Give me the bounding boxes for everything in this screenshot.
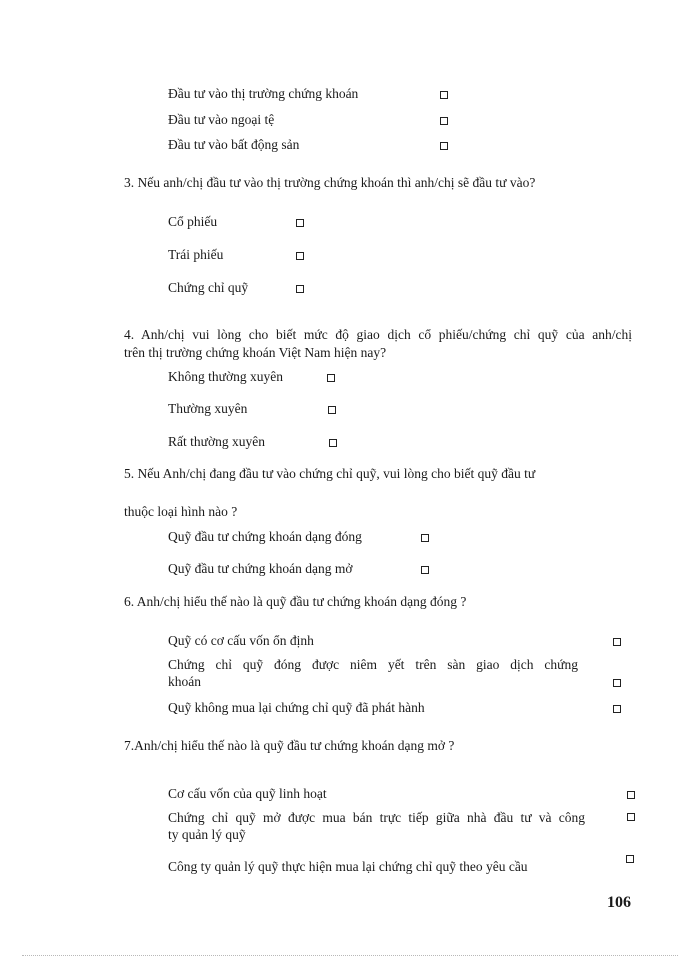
- q7-checkbox-flexible-capital[interactable]: [627, 791, 635, 799]
- q2-checkbox-realestate[interactable]: [440, 142, 448, 150]
- q7-checkbox-buyback-on-request[interactable]: [626, 855, 634, 863]
- q2-checkbox-currency[interactable]: [440, 117, 448, 125]
- q7-question: 7.Anh/chị hiểu thế nào là quỹ đầu tư chứng khoán dạng mở ?: [124, 738, 455, 753]
- q4-option-frequent: Thường xuyên: [168, 401, 248, 416]
- q4-question-line2: trên thị trường chứng khoán Việt Nam hiện nay?: [124, 345, 387, 360]
- q4-option-very-frequent: Rất thường xuyên: [168, 434, 265, 449]
- q6-checkbox-no-buyback[interactable]: [613, 705, 621, 713]
- q2-option-realestate: Đầu tư vào bất động sản: [168, 137, 300, 152]
- q5-question-line2: thuộc loại hình nào ?: [124, 504, 238, 519]
- q7-option-direct-trade-line1: Chứng chỉ quỹ mở được mua bán trực tiếp giữa nhà đầu tư và công: [168, 810, 585, 825]
- q3-option-fund-certificates: Chứng chỉ quỹ: [168, 280, 249, 295]
- q7-option-buyback-on-request: Công ty quản lý quỹ thực hiện mua lại chứng chỉ quỹ theo yêu cầu: [168, 859, 528, 874]
- q4-checkbox-infrequent[interactable]: [327, 374, 335, 382]
- q4-option-infrequent: Không thường xuyên: [168, 369, 283, 384]
- q3-checkbox-stocks[interactable]: [296, 219, 304, 227]
- q6-option-listed-line1: Chứng chỉ quỹ đóng được niêm yết trên sàn giao dịch chứng: [168, 657, 578, 672]
- q3-checkbox-fund-certificates[interactable]: [296, 285, 304, 293]
- q7-option-flexible-capital: Cơ cấu vốn của quỹ linh hoạt: [168, 786, 327, 801]
- q3-checkbox-bonds[interactable]: [296, 252, 304, 260]
- q7-option-direct-trade-line2: ty quản lý quỹ: [168, 827, 246, 842]
- q3-option-stocks: Cổ phiếu: [168, 214, 218, 229]
- q5-checkbox-open-end[interactable]: [421, 566, 429, 574]
- q5-question-line1: 5. Nếu Anh/chị đang đầu tư vào chứng chỉ quỹ, vui lòng cho biết quỹ đầu tư: [124, 466, 536, 481]
- q5-checkbox-closed-end[interactable]: [421, 534, 429, 542]
- q6-option-stable-capital: Quỹ có cơ cấu vốn ổn định: [168, 633, 314, 648]
- q2-option-currency: Đầu tư vào ngoại tệ: [168, 112, 275, 127]
- q7-checkbox-direct-trade[interactable]: [627, 813, 635, 821]
- q6-checkbox-listed[interactable]: [613, 679, 621, 687]
- q5-option-closed-end: Quỹ đầu tư chứng khoán dạng đóng: [168, 529, 362, 544]
- q3-question: 3. Nếu anh/chị đầu tư vào thị trường chứng khoán thì anh/chị sẽ đầu tư vào?: [124, 175, 536, 190]
- q4-checkbox-frequent[interactable]: [328, 406, 336, 414]
- q3-option-bonds: Trái phiếu: [168, 247, 224, 262]
- q4-checkbox-very-frequent[interactable]: [329, 439, 337, 447]
- page-number: 106: [607, 894, 631, 911]
- q2-checkbox-stock[interactable]: [440, 91, 448, 99]
- q2-option-stock: Đầu tư vào thị trường chứng khoán: [168, 86, 359, 101]
- q6-question: 6. Anh/chị hiểu thế nào là quỹ đầu tư chứng khoán dạng đóng ?: [124, 594, 467, 609]
- q6-checkbox-stable-capital[interactable]: [613, 638, 621, 646]
- q6-option-no-buyback: Quỹ không mua lại chứng chỉ quỹ đã phát hành: [168, 700, 425, 715]
- q5-option-open-end: Quỹ đầu tư chứng khoán dạng mở: [168, 561, 353, 576]
- q6-option-listed-line2: khoán: [168, 674, 201, 689]
- page-bottom-divider: [22, 955, 678, 956]
- q4-question-line1: 4. Anh/chị vui lòng cho biết mức độ giao dịch cổ phiếu/chứng chỉ quỹ của anh/chị: [124, 327, 632, 342]
